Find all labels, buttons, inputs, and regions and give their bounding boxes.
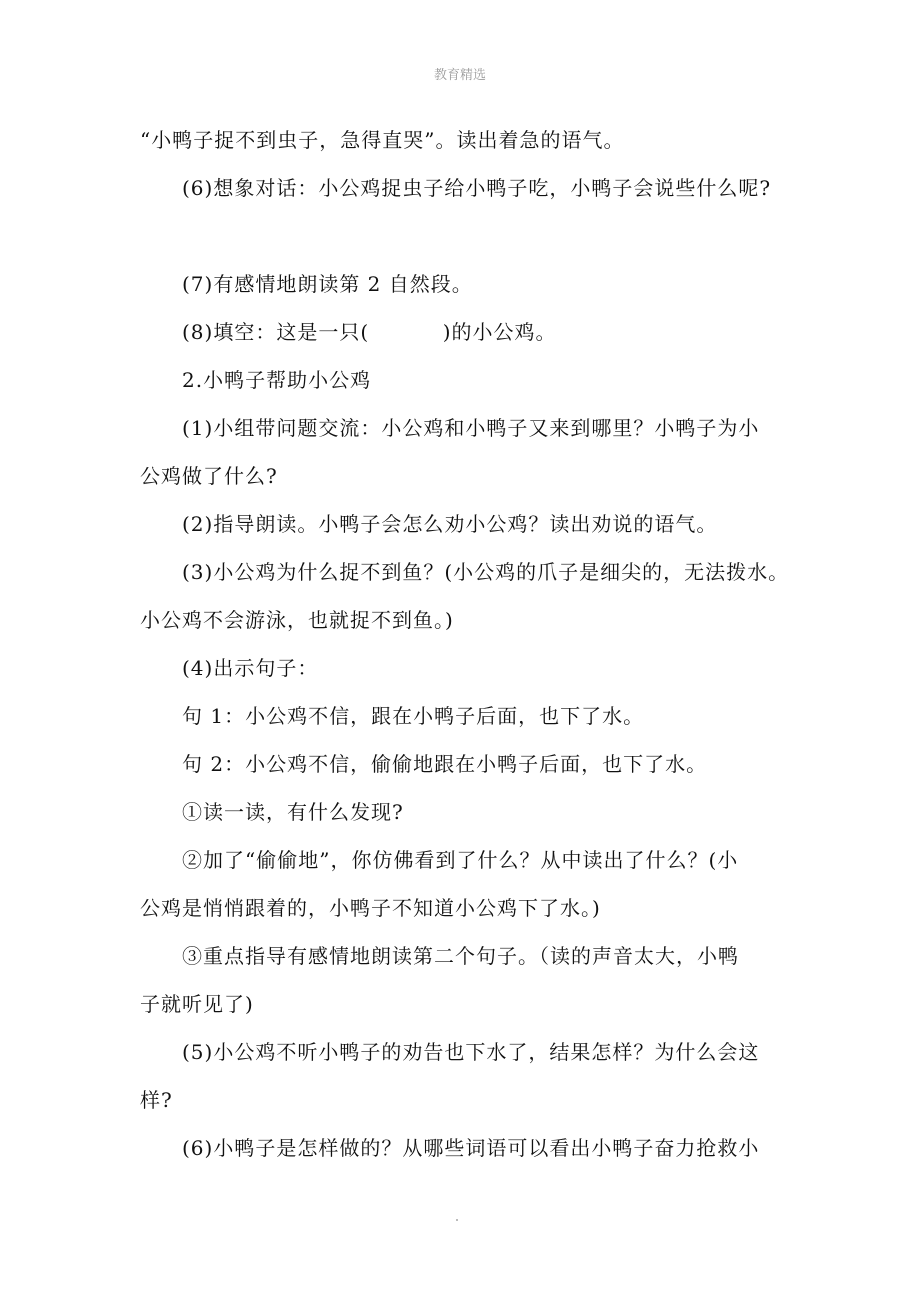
- document-body: [140, 116, 790, 1172]
- paragraph-line: (4)出示句子：: [182, 656, 319, 680]
- paragraph-line: (2)指导朗读。小鸭子会怎么劝小公鸡？读出劝说的语气。: [182, 512, 718, 536]
- blank-space: [140, 212, 780, 260]
- paragraph-line: “小鸭子捉不到虫子，急得直哭”。读出着急的语气。: [140, 128, 625, 152]
- paragraph-line: 样?: [140, 1088, 173, 1112]
- paragraph-line: (5)小公鸡不听小鸭子的劝告也下水了，结果怎样？为什么会这: [182, 1040, 760, 1064]
- example-sentence: 句 2：小公鸡不信，偷偷地跟在小鸭子后面，也下了水。: [182, 752, 708, 776]
- paragraph-line: ③重点指导有感情地朗读第二个句子。（读的声音太大，小鸭: [182, 944, 739, 968]
- example-sentence: 句 1：小公鸡不信，跟在小鸭子后面，也下了水。: [182, 704, 645, 728]
- paragraph-line: 子就听见了): [140, 992, 254, 1016]
- paragraph-line: (6)小鸭子是怎样做的？从哪些词语可以看出小鸭子奋力抢救小: [182, 1136, 760, 1160]
- paragraph-line: ①读一读，有什么发现?: [182, 800, 404, 824]
- paragraph-line: (1)小组带问题交流：小公鸡和小鸭子又来到哪里？小鸭子为小: [182, 416, 760, 440]
- paragraph-line: 公鸡做了什么?: [140, 464, 278, 488]
- paragraph-line: 小公鸡不会游泳，也就捉不到鱼。): [140, 608, 454, 632]
- paragraph-line: (7)有感情地朗读第 2 自然段。: [182, 272, 473, 296]
- paragraph-line: (6)想象对话：小公鸡捉虫子给小鸭子吃，小鸭子会说些什么呢?: [182, 176, 772, 200]
- paragraph-line: 公鸡是悄悄跟着的，小鸭子不知道小公鸡下了水。): [140, 896, 601, 920]
- section-heading: 2.小鸭子帮助小公鸡: [182, 368, 372, 392]
- paragraph-line: (3)小公鸡为什么捉不到鱼？(小公鸡的爪子是细尖的，无法拨水。: [182, 560, 790, 584]
- paragraph-line: ②加了“偷偷地”，你仿佛看到了什么？从中读出了什么？(小: [182, 848, 739, 872]
- page-header: 教育精选: [433, 68, 486, 83]
- footer-mark: [456, 1219, 458, 1221]
- paragraph-line: (8)填空：这是一只( )的小公鸡。: [182, 320, 557, 344]
